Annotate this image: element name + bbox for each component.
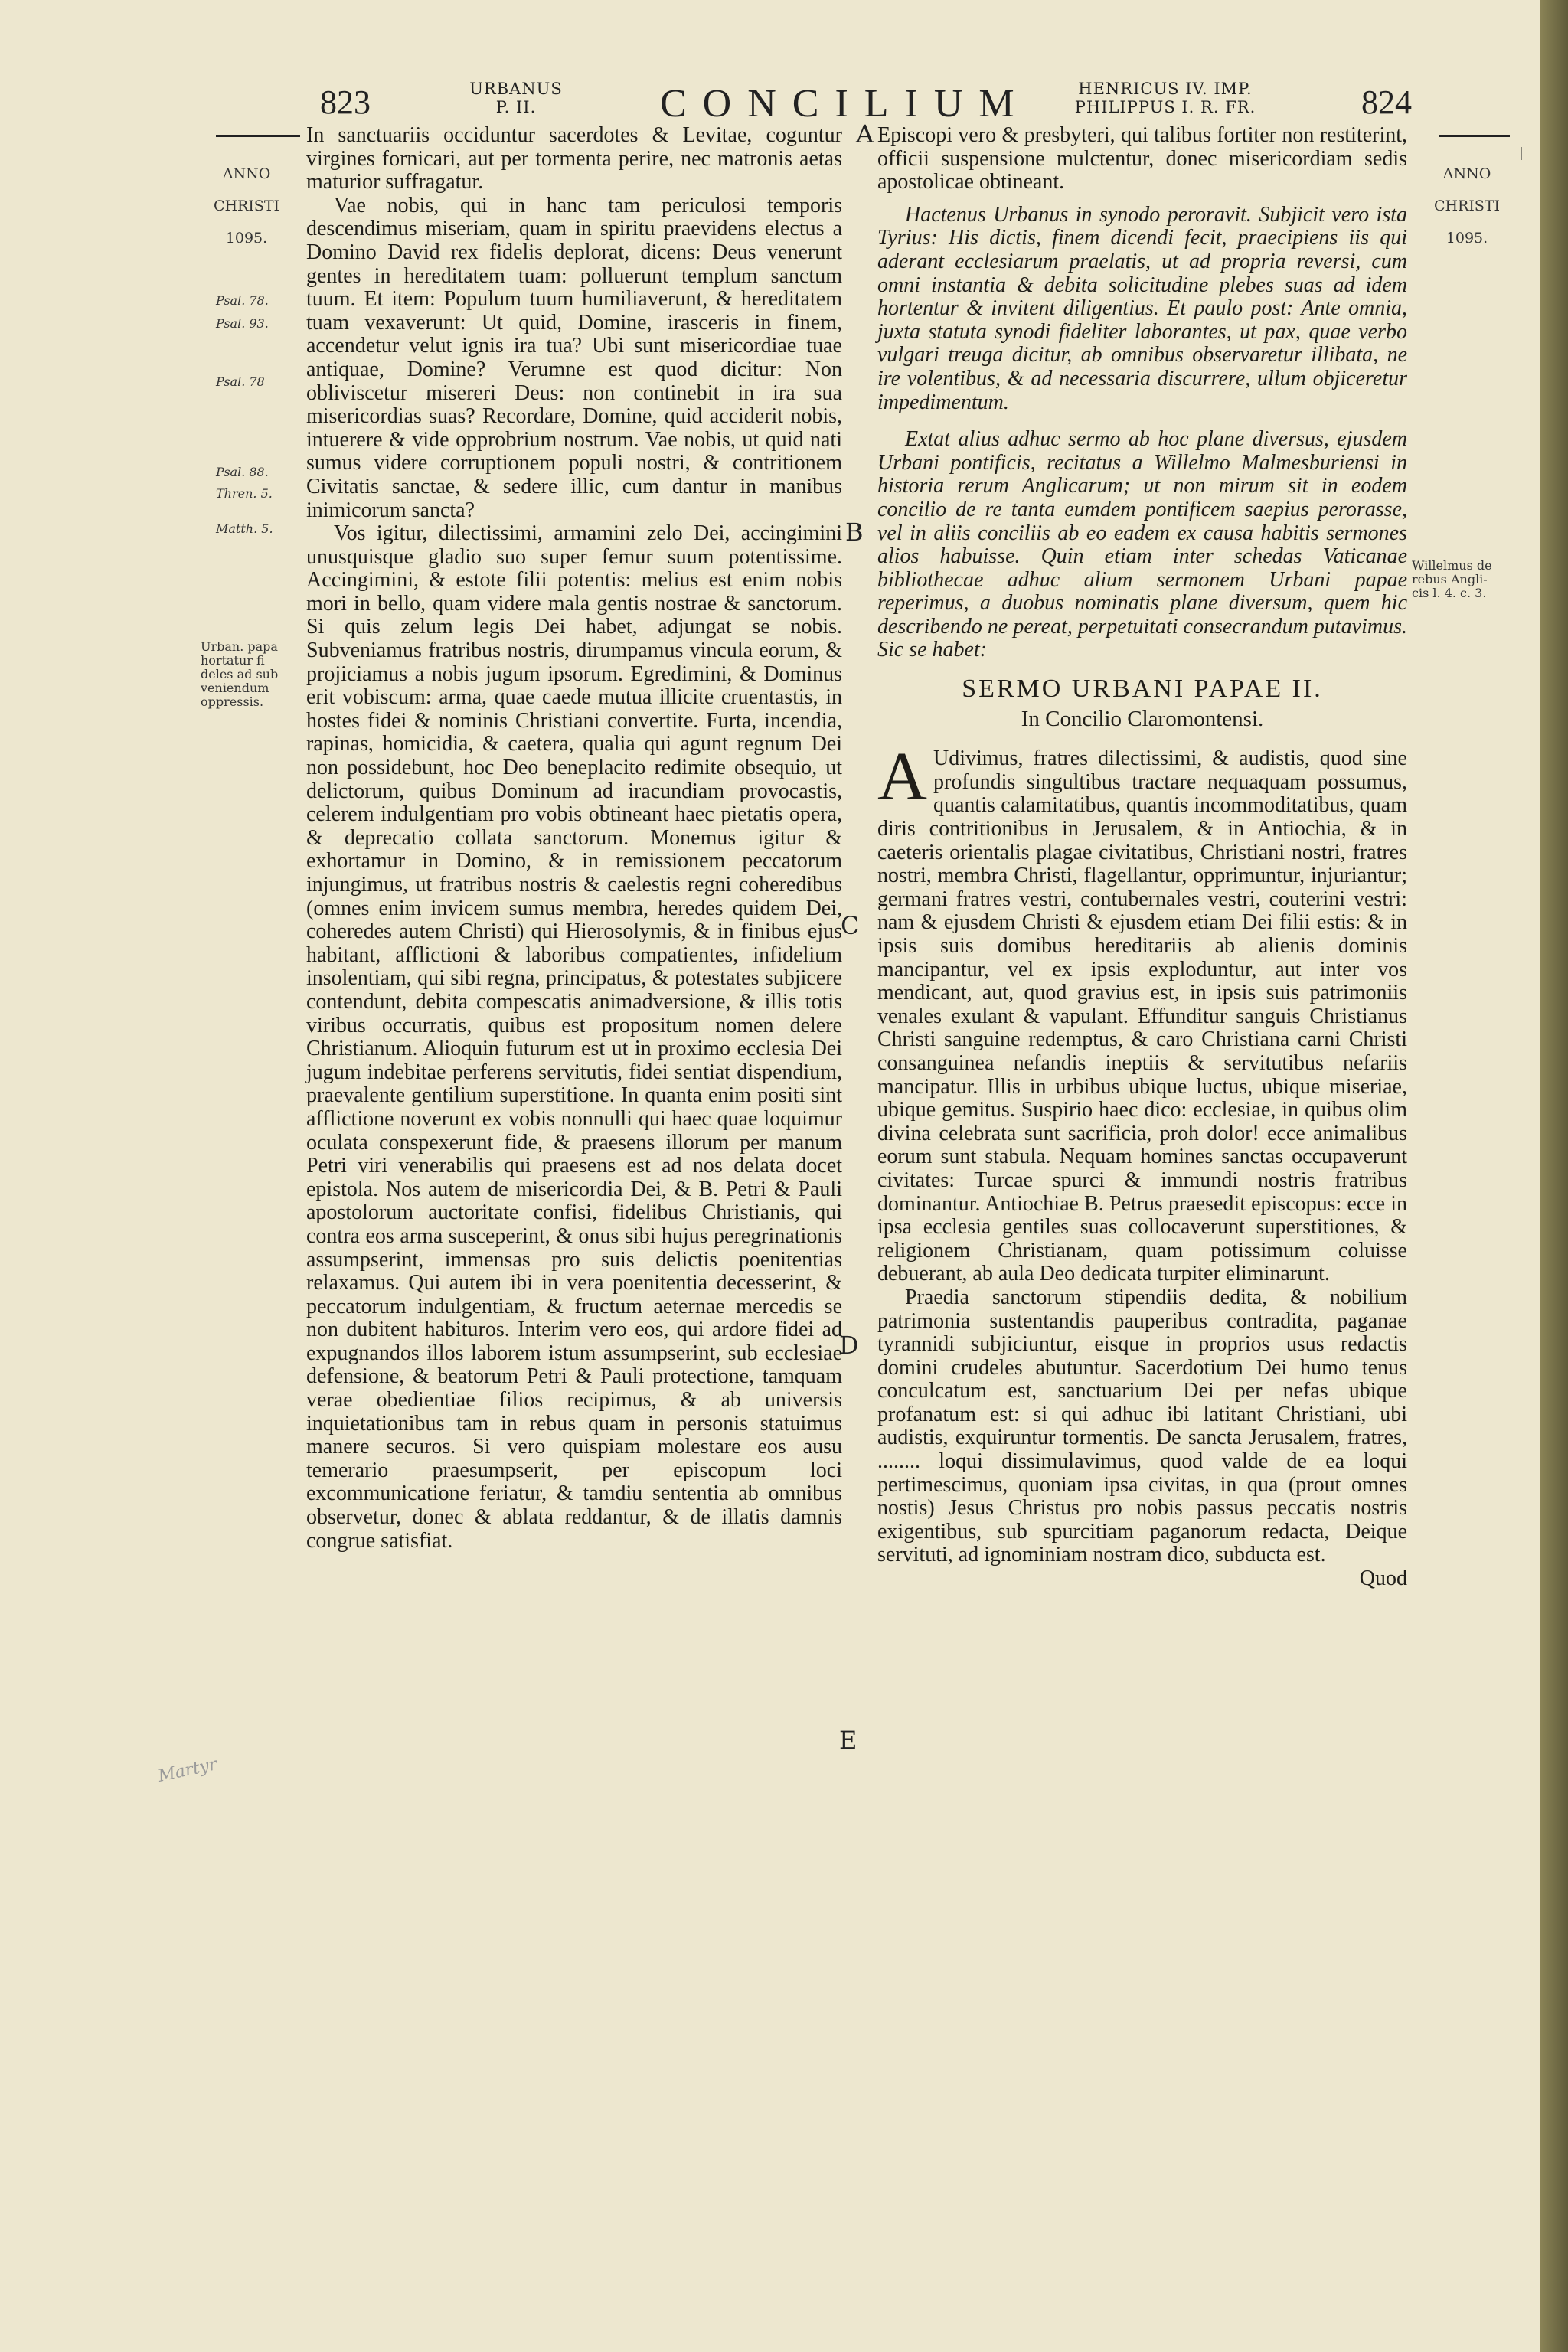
section-marker-b: B [845,518,864,547]
catchword: Quod [1359,1566,1407,1591]
anno-christi-left [208,150,285,263]
christi-label: CHRISTI [1433,198,1501,214]
section-subheading: In Concilio Claromontensi. [1021,706,1264,731]
margin-ref: Matth. 5. [216,521,273,536]
margin-ref: Thren. 5. [216,486,273,501]
margin-ref: Psal. 93. [216,316,269,331]
running-head-right-line2: PHILIPPUS I. R. FR. [1074,98,1256,116]
header-rule-left [216,135,300,137]
margin-ref: Psal. 78. [216,293,269,308]
page-number-left: 823 [320,83,371,121]
paragraph: Praedia sanctorum stipendiis dedita, & nobilium patrimonia sustentandis pauperibus contradita, paganae tyrannidi subjiciuntur, eisque in proprios usus redactis domini crudeles abutuntur. Sacerdotium Dei humo tenus conculcatum est, sanctuarium Dei per nefas ubique profanatum est: si qui adhuc ibi latitant Christiani, ubi audistis, exquiruntur tormentis. De sancta Jerusalem, fratres, ........ loqui dissimulavimus, quod valde de ea loqui pertimescimus, quoniam ipsa civitas, in qua (prout omnes nostis) Jesus Christus pro nobis passus peccatis nostris exigentibus, sub spurcitiam paganorum redacta, Deique servituti, ad ignominiam nostram dico, subducta est. [877,1285,1407,1567]
page-number-right: 824 [1361,83,1412,121]
paragraph [877,739,1407,1286]
section-heading: SERMO URBANI PAPAE II. [962,675,1323,704]
running-head-left-line2: P. II. [495,98,537,116]
margin-note-willelmus: Willelmus de rebus Angli- cis l. 4. c. 3. [1412,558,1492,600]
section-marker-a: A [856,119,874,149]
paragraph: Vae nobis, qui in hanc tam periculosi temporis descendimus miseriam, quam in spiritu praevidens electus a Domino David rex fidelis deplorat, dicens: Deus venerunt gentes in hereditatem tuam: polluerunt templum sanctum tuum. Et item: Populum tuum humiliaverunt, & hereditatem tuam vexaverunt: Ut quid, Domine, irasceris in finem, accendetur velut ignis ira tua? Ubi sunt misericordiae tuae antiquae, Domine? Verumne est quod dicitur: Non obliviscetur misereri Deus: non continebit in ira sua misericordias suas? Recordare, Domine, quid acciderit nobis, intuerere & vide opprobrium nostrum. Vae nobis, ut quid nati sumus videre corruptionem populi nostri, & contritionem Civitatis sanctae, & sedere illic, cum dantur in manibus inimicorum sancta? [306,193,842,522]
anno-label: ANNO [222,165,271,182]
paragraph-text: Udivimus, fratres dilectissimi, & audistis, quod sine profundis singultibus tractare nequaquam possumus, quantis calamitatibus, quantis incommoditatibus, quam diris contritionibus in Jerusalem, & in Antiochia, & in caeteris orientalis plagae civitatibus, Christiani nostri, fratres nostri, membra Christi, flagellantur, opprimuntur, injuriantur; germani fratres vestri, contubernales vestri, couterini vestri: nam & ejusdem Christi & ejusdem etiam Dei filii estis: & in ipsis suis domibus hereditariis ab alienis dominis mancipantur, vel ex ipsis exploduntur, aut inter vos mendicant, aut, quod gravius est, in ipsis suis patrimoniis venales exulant & vapulant. Effunditur sanguis Christianus Christi sanguine redemptus, & caro Christiana carni Christi consanguinea nefandis ineptiis & servitutibus nefariis mancipatur. Illis in urbibus ubique luctus, ubique miseriae, ubique gemitus. Suspirio haec dico: ecclesiae, in quibus olim divina celebrata sunt sacrificia, proh dolor! ecce animalibus eorum sunt stabula. Nequam homines sanctas occupaverunt civitates: Turcae spurci & immundi nostris fratribus dominantur. Antiochiae B. Petrus praesedit episcopus: ecce in ipsa ecclesia gentiles suas collocaverunt superstitiones, & religionem Christianam, quam potissimum coluisse debuerant, ab aula Deo dedicata turpiter eliminarunt. [877,746,1407,1286]
anno-christi-right [1429,150,1505,263]
book-gutter [1540,0,1568,2352]
section-marker-d: D [839,1331,859,1360]
left-column [306,124,842,1553]
pencil-annotation: Martyr [156,1755,219,1786]
running-head-right [1073,80,1257,116]
year-label: 1095. [1446,230,1488,247]
anno-label: ANNO [1442,165,1491,182]
paragraph: Episcopi vero & presbyteri, qui talibus fortiter non restiterint, officii suspensione mulctentur, donec misericordiam sedis apostolicae obtineant. [877,123,1407,194]
paragraph: Vos igitur, dilectissimi, armamini zelo Dei, accingimini unusquisque gladio suo super femur suum potentissime. Accingimini, & estote filii potentis: melius est enim nobis mori in bello, quam videre mala gentis nostrae & sanctorum. Si quis zelum legis Dei habet, adjungat se nobis. Subveniamus fratribus nostris, dirumpamus vincula eorum, & projiciamus a nobis jugum ipsorum. Egredimini, & Dominus erit vobiscum: arma, quae caede mutua illicite cruentastis, in hostes fidei & nominis Christiani convertite. Furta, incendia, rapinas, homicidia, & caetera, qualia qui agunt regnum Dei non possidebunt, hoc Deo beneplacito redimite obsequio, ut delictorum, quibus Dominum ad iracundiam provocastis, celerem indulgentiam pro vobis obtineant haec pietatis opera, & deprecatio collata sanctorum. Monemus igitur & exhortamur in Domino, & in remissionem peccatorum injungimus, ut fratribus nostris & caelestis regni coheredibus (omnes enim invicem sumus membra, heredes quidem Dei, coheredes autem Christi) qui Hierosolymis, & in finibus ejus habitant, afflictioni & laboribus compatientes, infidelium insolentiam, qui sibi regna, principatus, & potestates subjicere contendunt, debita compescatis animadversione, & illis totis viribus occurratis, quibus est propositum nomen delere Christianum. Alioquin futurum est ut in proximo ecclesia Dei jugum indebitae perferens servitutis, fidei sentiat dispendium, praevalente gentilium superstitione. In quanta enim positi sint afflictione noverunt ex vobis nonnulli qui haec quae loquimur oculata conspexerunt fide, & praesens illorum per manum Petri viri venerabilis qui praesens est ad nos delata docet epistola. Nos autem de misericordia Dei, & B. Petri & Pauli apostolorum auctoritate confisi, fidelibus Christianis, qui contra eos arma susceperint, & onus sibi hujus peregrinationis assumpserint, immensas pro suis delictis poenitentias relaxamus. Qui autem ibi in vera poenitentia decesserint, & peccatorum indulgentiam, & fructum aeternae mercedis se non dubitent habituros. Interim vero eos, qui ardore fidei ad expugnandos illos laborem istum assumpserint, sub ecclesiae defensione, & beatorum Petri & Pauli protectione, tamquam verae obedientiae filios recipimus, & ab universis inquietationibus tam in rebus quam in personis statuimus manere securos. Si vero quispiam molestare eos ausu temerario praesumpserit, per episcopum loci excommunicatione feriatur, & tamdiu sententia ab omnibus observetur, donec & ablata reddantur, & de illatis damnis congrue satisfiat. [306,521,842,1553]
drop-cap: A [877,739,927,815]
margin-ref: Psal. 88. [216,465,269,479]
running-head-right-line1: HENRICUS IV. IMP. [1078,80,1253,98]
running-head-left [462,80,570,116]
header-rule-right [1439,135,1510,137]
margin-ref: Psal. 78 [216,374,265,389]
paragraph: Hactenus Urbanus in synodo peroravit. Subjicit vero ista Tyrius: His dictis, finem dicendi fecit, praecipiens iis qui aderant ecclesiarum praelatis, ut ad propria reversi, cum omni instantia & debita solicitudine plebes suas ad idem hortentur & invitent diligentius. Et paulo post: Ante omnia, juxta statuta synodi fideliter laborantes, ut pax, quae verbo vulgari treuga dicitur, ab omnibus observaretur illibata, ne ire volentibus, & ad necessaria discurrere, ullum objiceretur impedimentum. [877,202,1407,414]
year-label: 1095. [225,230,268,247]
bleed-through-mark: | [1519,145,1524,161]
paragraph: In sanctuariis occiduntur sacerdotes & Levitae, coguntur virgines fornicari, aut per tormenta perire, nec matronis aetas maturior suffragatur. [306,123,842,194]
page-title: CONCILIUM [660,82,1031,126]
section-marker-e: E [839,1726,858,1755]
running-head-left-line1: URBANUS [469,80,563,98]
margin-note-urban: Urban. papa hortatur fi deles ad sub veniendum oppressis. [201,639,279,709]
section-marker-c: C [841,911,860,940]
christi-label: CHRISTI [213,198,280,214]
paragraph: Extat alius adhuc sermo ab hoc plane diversus, ejusdem Urbani pontificis, recitatus a Willelmo Malmesburiensi in historia rerum Anglicarum; ut non mirum sit in eodem concilio de re tanta eumdem pontificem saepius perorasse, vel in aliis conciliis ab eo eadem ex causa habitis sermones alios habuisse. Quin etiam inter schedas Vaticanae bibliothecae adhuc alium sermonem Urbani papae reperimus, a duobus nominatis plane diversum, quem hic describendo ne pereat, perpetuitati consecrandum putavimus. Sic se habet: [877,427,1407,662]
right-column [877,124,1407,1591]
